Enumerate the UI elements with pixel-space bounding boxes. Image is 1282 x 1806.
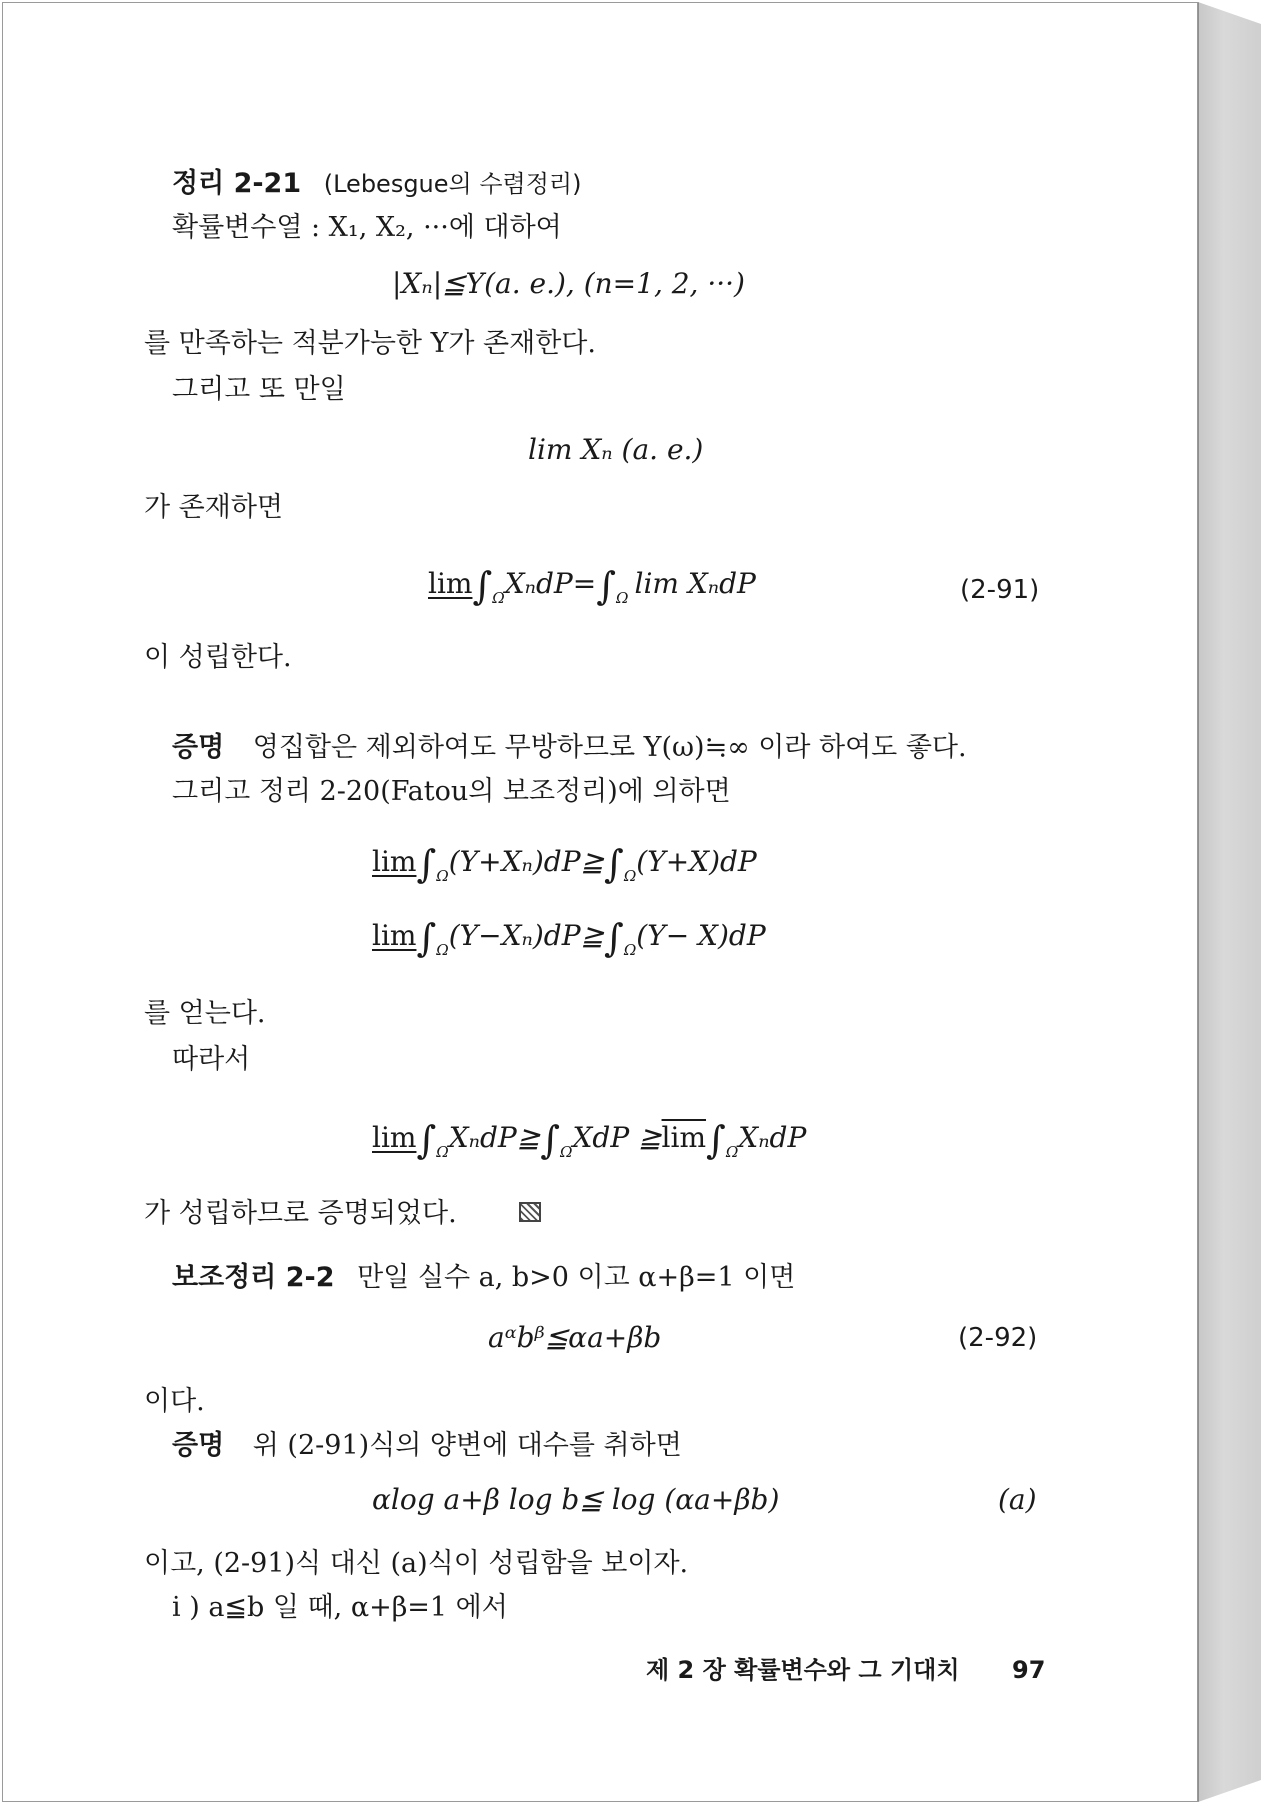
omega-subscript: Ω [725, 1143, 739, 1161]
exists-line: 를 만족하는 적분가능한 Y가 존재한다. [144, 328, 596, 359]
integral-sign: ∫ [540, 1118, 561, 1162]
proof2-label: 증명 [172, 1430, 225, 1461]
footer-chapter: 제 2 장 확률변수와 그 기대치 [646, 1656, 960, 1684]
liminf-symbol: lim [428, 567, 473, 600]
rhs: (Y+X)dP [636, 845, 757, 878]
liminf-symbol: lim [372, 845, 417, 878]
theorem-title: 정리 2-21 [172, 168, 302, 199]
proof-text: 영집합은 제외하여도 무방하므로 Y(ω)≒∞ 이라 하여도 좋다. [252, 732, 967, 763]
inequality-1 [372, 842, 757, 892]
equation-2-92: aᵅbᵝ≦αa+βb [488, 1321, 662, 1354]
liminf-symbol: lim [372, 1121, 417, 1154]
integral-sign: ∫ [416, 916, 437, 960]
omega-subscript: Ω [616, 589, 629, 607]
omega-subscript: Ω [560, 1143, 573, 1161]
integral-sign: ∫ [706, 1118, 726, 1162]
theorem-note: (Lebesgue의 수렴정리) [323, 170, 582, 198]
integral-sign: ∫ [604, 916, 624, 960]
therefore-line: 따라서 [172, 1044, 251, 1075]
book-edge-shadow [1198, 2, 1261, 1802]
equation-number: (2-91) [960, 575, 1040, 605]
equation-number: (2-92) [958, 1323, 1038, 1353]
limsup-symbol: $\overline{lim}$ [661, 1121, 707, 1154]
integral-sign: ∫ [416, 842, 437, 886]
liminf-symbol: lim [372, 919, 417, 952]
omega-subscript: Ω [436, 867, 449, 885]
theorem-heading [172, 168, 581, 200]
lhs: (Y+Xₙ)dP≧ [448, 845, 605, 878]
omega-subscript: Ω [623, 867, 637, 885]
rhs: XₙdP [738, 1121, 807, 1154]
integral-sign: ∫ [472, 564, 493, 608]
proof2-text: 위 (2-91)식의 양변에 대수를 취하면 [252, 1430, 682, 1461]
lhs: XₙdP≧ [448, 1121, 541, 1154]
bound-equation: |Xₙ|≦Y(a. e.), (n=1, 2, ···) [392, 267, 745, 300]
middle: XdP ≧ [572, 1121, 662, 1154]
instead-line: 이고, (2-91)식 대신 (a)식이 성립함을 보이자. [144, 1548, 689, 1579]
lhs: (Y−Xₙ)dP≧ [448, 919, 605, 952]
integral-sign: ∫ [596, 564, 617, 608]
omega-subscript: Ω [623, 941, 637, 959]
sequence-line: 확률변수열 : X₁, X₂, ···에 대하여 [172, 212, 562, 243]
page-number: 97 [1012, 1656, 1046, 1684]
obtain-line: 를 얻는다. [144, 998, 266, 1029]
proof-line-2: 그리고 정리 2-20(Fatou의 보조정리)에 의하면 [172, 776, 731, 807]
lemma-line [172, 1262, 795, 1294]
case-line: i ) a≦b 일 때, α+β=1 에서 [172, 1592, 508, 1623]
also-line: 그리고 또 만일 [172, 374, 346, 405]
equation-2-91 [428, 564, 756, 614]
holds-line: 이 성립한다. [144, 642, 292, 673]
equation-number: (a) [998, 1483, 1037, 1516]
limit-equation: lim Xₙ (a. e.) [528, 433, 704, 466]
is-line: 이다. [144, 1386, 205, 1417]
integrand: XₙdP= [504, 567, 597, 600]
rhs: lim XₙdP [634, 567, 756, 600]
qed-icon [519, 1202, 541, 1222]
omega-subscript: Ω [436, 1143, 449, 1161]
if-exists-line: 가 존재하면 [144, 492, 283, 523]
omega-subscript: Ω [492, 589, 505, 607]
proof-line-1 [172, 732, 967, 764]
proof2-line [172, 1430, 682, 1462]
proved-line: 가 성립하므로 증명되었다. [144, 1198, 457, 1229]
omega-subscript: Ω [436, 941, 449, 959]
inequality-3 [372, 1118, 807, 1168]
integral-sign: ∫ [604, 842, 624, 886]
inequality-2 [372, 916, 766, 966]
rhs: (Y− X)dP [636, 919, 766, 952]
lemma-text: 만일 실수 a, b>0 이고 α+β=1 이면 [357, 1262, 796, 1293]
proof-label: 증명 [172, 732, 225, 763]
equation-a: αlog a+β log b≦ log (αa+βb) [372, 1483, 780, 1516]
lemma-title: 보조정리 2-2 [172, 1262, 335, 1293]
integral-sign: ∫ [416, 1118, 437, 1162]
